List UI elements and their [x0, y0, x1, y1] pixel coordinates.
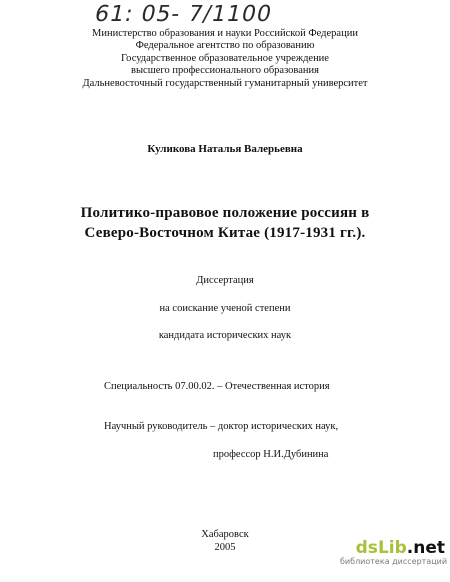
- logo-tagline: библиотека диссертаций: [340, 557, 448, 566]
- institution-header: [0, 28, 450, 90]
- logo-brand: [340, 539, 445, 557]
- logo-brand-ds: ds: [355, 538, 378, 558]
- header-line-institution-type: Государственное образовательное учреждение: [121, 52, 329, 64]
- dslib-watermark-logo: [340, 538, 448, 566]
- city: Хабаровск: [201, 529, 249, 540]
- header-line-agency: Федеральное агентство по образованию: [135, 40, 315, 52]
- header-line-education-level: высшего профессионального образования: [131, 65, 319, 77]
- title-line-1: Политико-правовое положение россиян в: [80, 205, 370, 221]
- header-line-ministry: Министерство образования и науки Российской Федерации: [92, 28, 358, 39]
- work-type: Диссертация: [196, 275, 254, 286]
- author-name: Куликова Наталья Валерьевна: [147, 143, 303, 155]
- specialty: Специальность 07.00.02. – Отечественная история: [104, 381, 330, 392]
- year: 2005: [214, 542, 236, 553]
- degree-line-2: кандидата исторических наук: [158, 330, 292, 341]
- dissertation-title: [0, 203, 450, 243]
- title-line-2: Северо-Восточном Китае (1917-1931 гг.).: [84, 225, 366, 241]
- handwritten-archive-code: 61: 05- 7/1100: [92, 2, 275, 27]
- header-line-university: Дальневосточный государственный гуманитарный университет: [82, 77, 368, 89]
- degree-line-1: на соискание ученой степени: [159, 303, 291, 314]
- logo-brand-lib: Lib: [377, 538, 407, 558]
- supervisor-line-1: Научный руководитель – доктор исторических наук,: [104, 421, 339, 432]
- logo-brand-net: .net: [406, 538, 445, 558]
- supervisor-line-2: профессор Н.И.Дубинина: [213, 449, 329, 460]
